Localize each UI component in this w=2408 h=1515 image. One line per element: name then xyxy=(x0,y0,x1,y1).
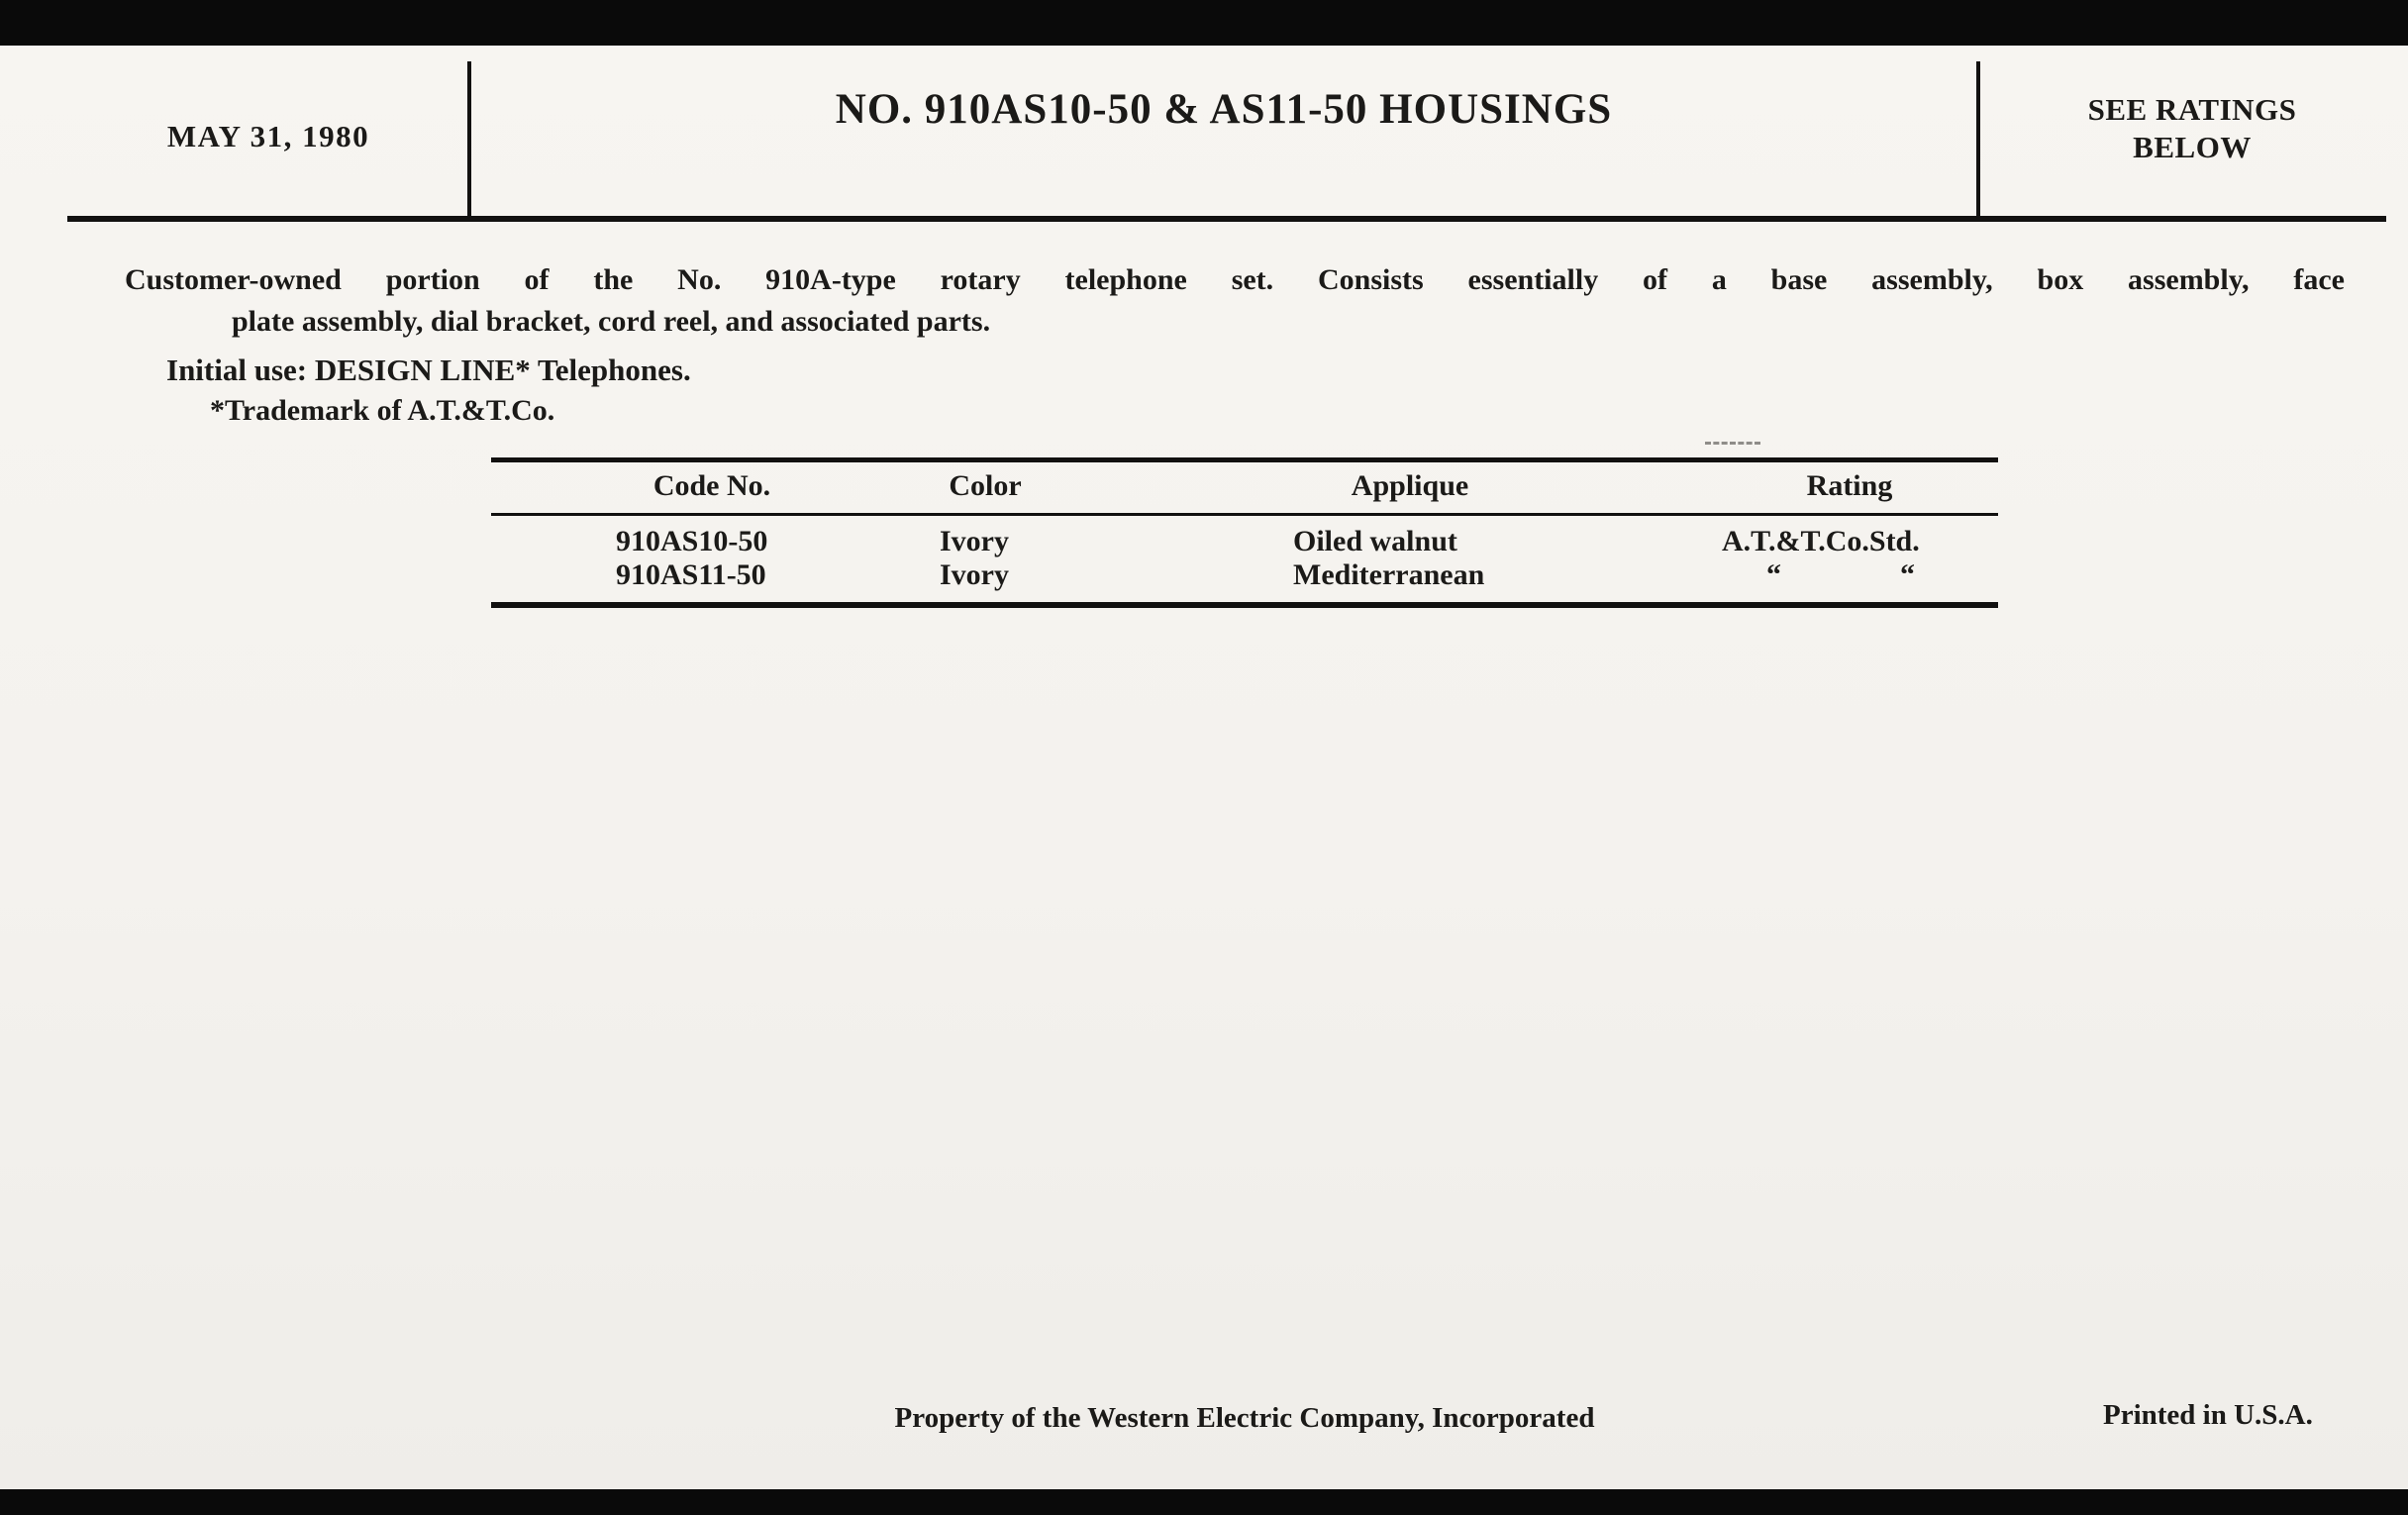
trademark-note: *Trademark of A.T.&T.Co. xyxy=(210,394,555,427)
col-header-applique: Applique xyxy=(1351,469,1469,502)
initial-use-note: Initial use: DESIGN LINE* Telephones. xyxy=(166,353,691,387)
header-rule xyxy=(67,216,2386,222)
scan-border-top xyxy=(0,0,2408,46)
col-header-rating: Rating xyxy=(1806,469,1893,502)
description-line1: Customer-owned portion of the No. 910A-type rotary telephone set. Consists essentially of a base assembly, box assembly, face xyxy=(125,263,2345,296)
cell-code-row1: 910AS10-50 xyxy=(616,525,768,557)
ratings-note xyxy=(1980,91,2404,166)
printed-in-usa-note: Printed in U.S.A. xyxy=(2103,1399,2313,1431)
col-header-code-no: Code No. xyxy=(652,469,771,502)
cell-code-row2: 910AS11-50 xyxy=(616,558,766,591)
property-notice: Property of the Western Electric Company, Incorporated xyxy=(894,1402,1595,1434)
issue-date: MAY 31, 1980 xyxy=(166,119,370,153)
cell-rating-row1: A.T.&T.Co.Std. xyxy=(1722,525,1920,557)
cell-color-row2: Ivory xyxy=(940,558,1009,591)
description-line2: plate assembly, dial bracket, cord reel, and associated parts. xyxy=(232,305,991,338)
scan-artifact xyxy=(1705,442,1760,445)
ratings-note-line2: BELOW xyxy=(2133,129,2252,164)
cell-rating-row2-ditto: “ “ xyxy=(1766,558,1915,591)
cell-applique-row2: Mediterranean xyxy=(1293,558,1485,591)
table-header-rule xyxy=(491,513,1998,516)
scan-border-bottom xyxy=(0,1489,2408,1515)
col-header-color: Color xyxy=(949,469,1022,502)
ratings-note-line1: SEE RATINGS xyxy=(2087,92,2297,127)
document-sheet xyxy=(0,46,2408,1489)
table-border-top xyxy=(491,457,1998,462)
cell-color-row1: Ivory xyxy=(940,525,1009,557)
cell-applique-row1: Oiled walnut xyxy=(1293,525,1457,557)
housing-codes-table xyxy=(491,457,1998,616)
document-title: NO. 910AS10-50 & AS11-50 HOUSINGS xyxy=(835,86,1613,133)
table-border-bottom xyxy=(491,602,1998,608)
